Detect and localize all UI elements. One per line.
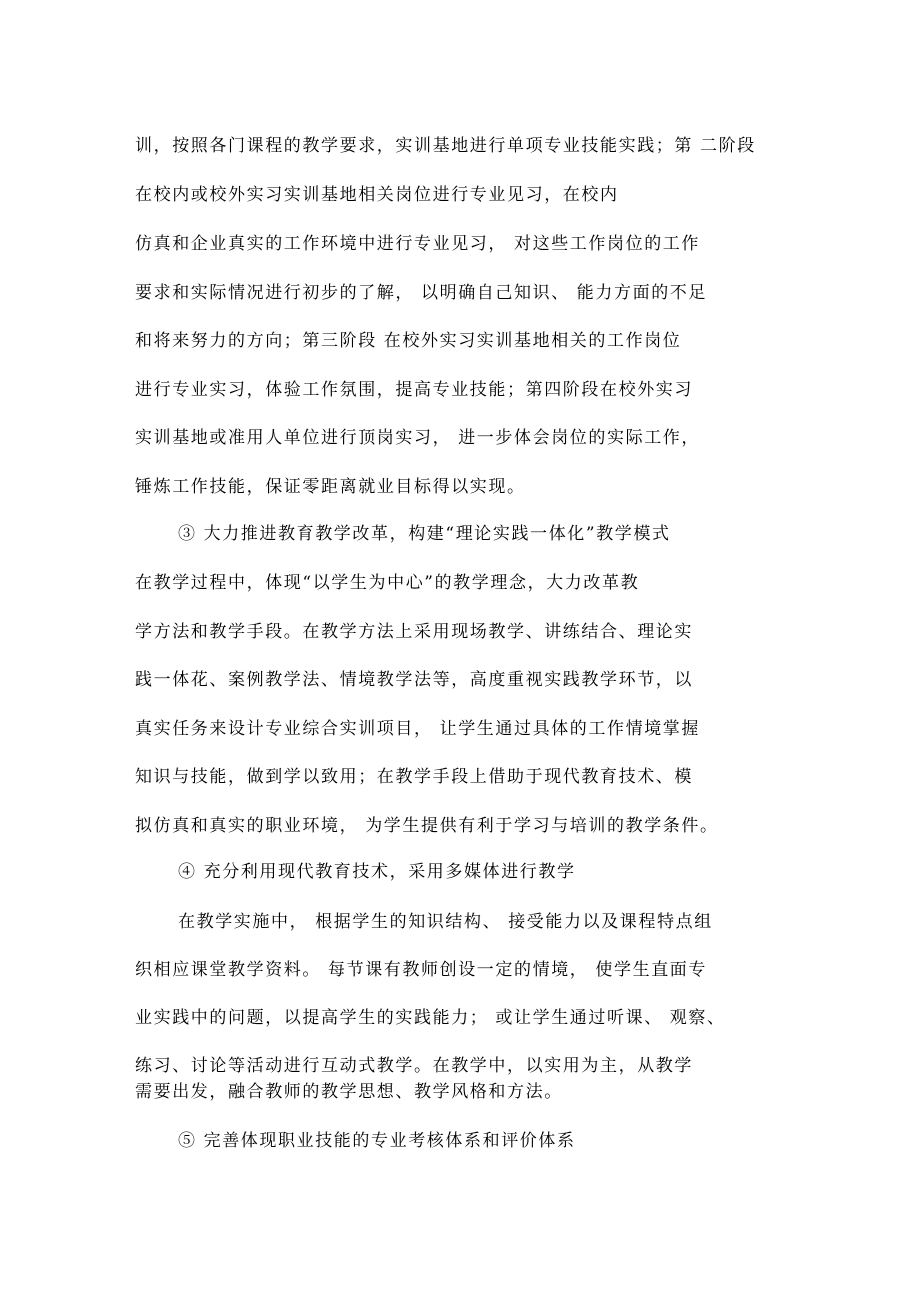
text-line: 在教学过程中，体现“以学生为中心”的教学理念，大力改革教 xyxy=(135,573,640,593)
text-line: 业实践中的问题，以提高学生的实践能力； 或让学生通过听课、 观察、 xyxy=(135,1008,726,1028)
text-line: 织相应课堂教学资料。 每节课有教师创设一定的情境， 使学生直面专 xyxy=(135,960,708,980)
text-line: 真实任务来设计专业综合实训项目， 让学生通过具体的工作情境掌握 xyxy=(135,719,701,739)
text-line: 践一体花、案例教学法、情境教学法等，高度重视实践教学环节，以 xyxy=(135,670,693,690)
section-heading: ⑤ 完善体现职业技能的专业考核体系和评价体系 xyxy=(178,1131,576,1151)
section-heading: ③ 大力推进教育教学改革，构建“理论实践一体化”教学模式 xyxy=(178,524,671,544)
text-line: 实训基地或准用人单位进行顶岗实习， 进一步体会岗位的实际工作， xyxy=(135,428,701,448)
text-line: 训，按照各门课程的教学要求，实训基地进行单项专业技能实践；第 二阶段 xyxy=(135,136,756,156)
text-line: 在校内或校外实习实训基地相关岗位进行专业见习，在校内 xyxy=(135,185,619,205)
text-line: 仿真和企业真实的工作环境中进行专业见习， 对这些工作岗位的工作 xyxy=(135,234,701,254)
text-line: 知识与技能，做到学以致用；在教学手段上借助于现代教育技术、模 xyxy=(135,767,693,787)
text-line: 需要出发，融合教师的教学思想、教学风格和方法。 xyxy=(135,1082,563,1102)
section-heading: ④ 充分利用现代教育技术，采用多媒体进行教学 xyxy=(178,862,576,882)
text-line: 拟仿真和真实的职业环境， 为学生提供有利于学习与培训的教学条件。 xyxy=(135,816,719,836)
text-line: 要求和实际情况进行初步的了解， 以明确自己知识、 能力方面的不足 xyxy=(135,283,708,303)
text-line: 学方法和教学手段。在教学方法上采用现场教学、讲练结合、理论实 xyxy=(135,622,693,642)
text-line: 进行专业实习，体验工作氛围，提高专业技能；第四阶段在校外实习 xyxy=(135,380,693,400)
text-line: 练习、讨论等活动进行互动式教学。在教学中，以实用为主，从教学 xyxy=(135,1056,693,1076)
text-line: 在教学实施中， 根据学生的知识结构、 接受能力以及课程特点组 xyxy=(178,912,713,932)
text-line: 和将来努力的方向；第三阶段 在校外实习实训基地相关的工作岗位 xyxy=(135,331,682,351)
text-line: 锤炼工作技能，保证零距离就业目标得以实现。 xyxy=(135,477,526,497)
